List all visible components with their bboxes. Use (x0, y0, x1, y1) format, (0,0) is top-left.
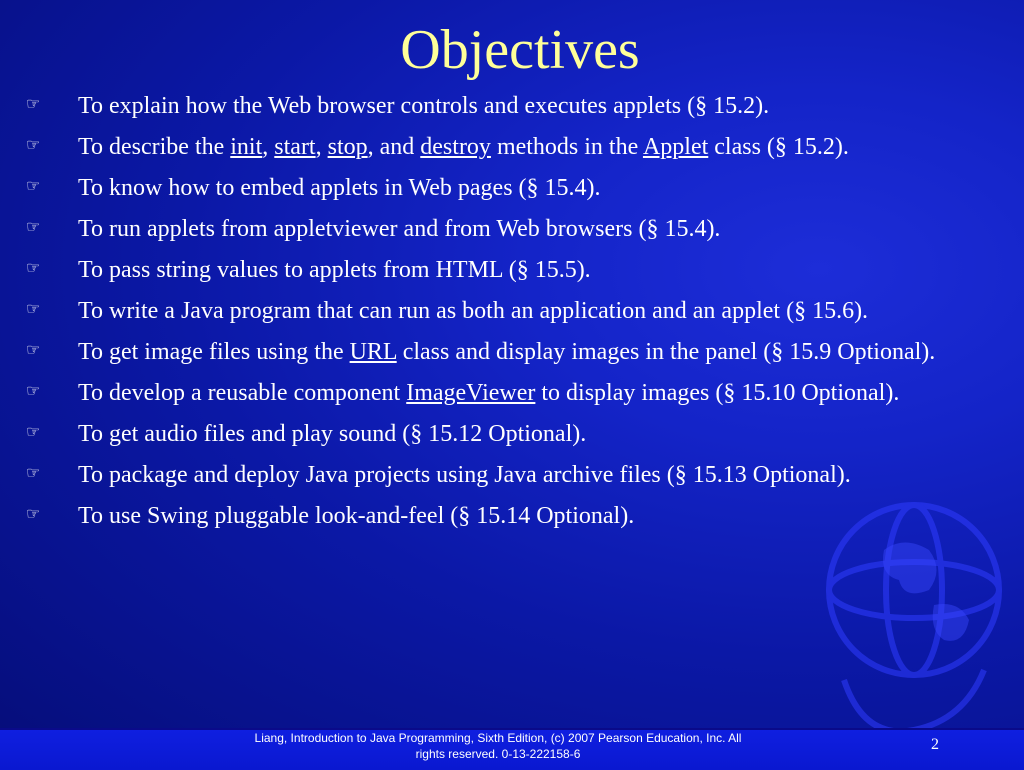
bullet-item (26, 293, 996, 329)
link-destroy[interactable]: destroy (420, 134, 491, 160)
bullet-text: To use Swing pluggable look-and-feel (§ 15.14 Optional). (78, 503, 635, 529)
pointing-hand-icon: ☞ (26, 342, 41, 359)
pointing-hand-icon: ☞ (26, 383, 41, 400)
footer-line-2: rights reserved. 0-13-222158-6 (415, 747, 581, 761)
bullet-item (26, 252, 996, 288)
pointing-hand-icon: ☞ (26, 260, 41, 277)
bullet-text: To describe the init, start, stop, and destroy methods in the Applet class (§ 15.2). (78, 134, 849, 160)
bullet-text: To develop a reusable component ImageViewer to display images (§ 15.10 Optional). (78, 380, 900, 406)
bullet-item (26, 129, 996, 165)
bullet-text: To pass string values to applets from HTML (§ 15.5). (78, 257, 591, 283)
bullet-text: To run applets from appletviewer and from Web browsers (§ 15.4). (78, 216, 721, 242)
pointing-hand-icon: ☞ (26, 178, 41, 195)
link-start[interactable]: start (274, 134, 316, 160)
pointing-hand-icon: ☞ (26, 96, 41, 113)
footer-bar (0, 728, 1024, 770)
link-url[interactable]: URL (349, 339, 397, 365)
page-number: 2 (931, 736, 939, 753)
link-applet[interactable]: Applet (642, 134, 709, 160)
bullet-item (26, 211, 996, 247)
bullet-item (26, 416, 996, 452)
pointing-hand-icon: ☞ (26, 137, 41, 154)
bullet-text: To know how to embed applets in Web pages (§ 15.4). (78, 175, 601, 201)
slide-title: Objectives (400, 19, 640, 81)
bullet-item (26, 375, 996, 411)
bullet-item (26, 498, 996, 534)
bullet-item (26, 88, 996, 124)
bullet-text: To write a Java program that can run as both an application and an applet (§ 15.6). (78, 298, 869, 324)
footer-copyright (208, 730, 788, 762)
link-imageviewer[interactable]: ImageViewer (406, 380, 536, 406)
bullet-text: To explain how the Web browser controls and executes applets (§ 15.2). (78, 93, 770, 119)
pointing-hand-icon: ☞ (26, 506, 41, 523)
bullet-item (26, 170, 996, 206)
pointing-hand-icon: ☞ (26, 301, 41, 318)
objectives-list (26, 88, 996, 539)
link-init[interactable]: init (230, 134, 263, 160)
pointing-hand-icon: ☞ (26, 219, 41, 236)
bullet-item (26, 457, 996, 493)
bullet-item (26, 334, 996, 370)
footer-line-1: Liang, Introduction to Java Programming, Sixth Edition, (c) 2007 Pearson Education, Inc. All (254, 731, 742, 745)
pointing-hand-icon: ☞ (26, 424, 41, 441)
bullet-text: To get audio files and play sound (§ 15.12 Optional). (78, 421, 587, 447)
link-stop[interactable]: stop (327, 134, 368, 160)
bullet-text: To package and deploy Java projects using Java archive files (§ 15.13 Optional). (78, 462, 851, 488)
pointing-hand-icon: ☞ (26, 465, 41, 482)
bullet-text: To get image files using the URL class and display images in the panel (§ 15.9 Optional). (78, 339, 936, 365)
